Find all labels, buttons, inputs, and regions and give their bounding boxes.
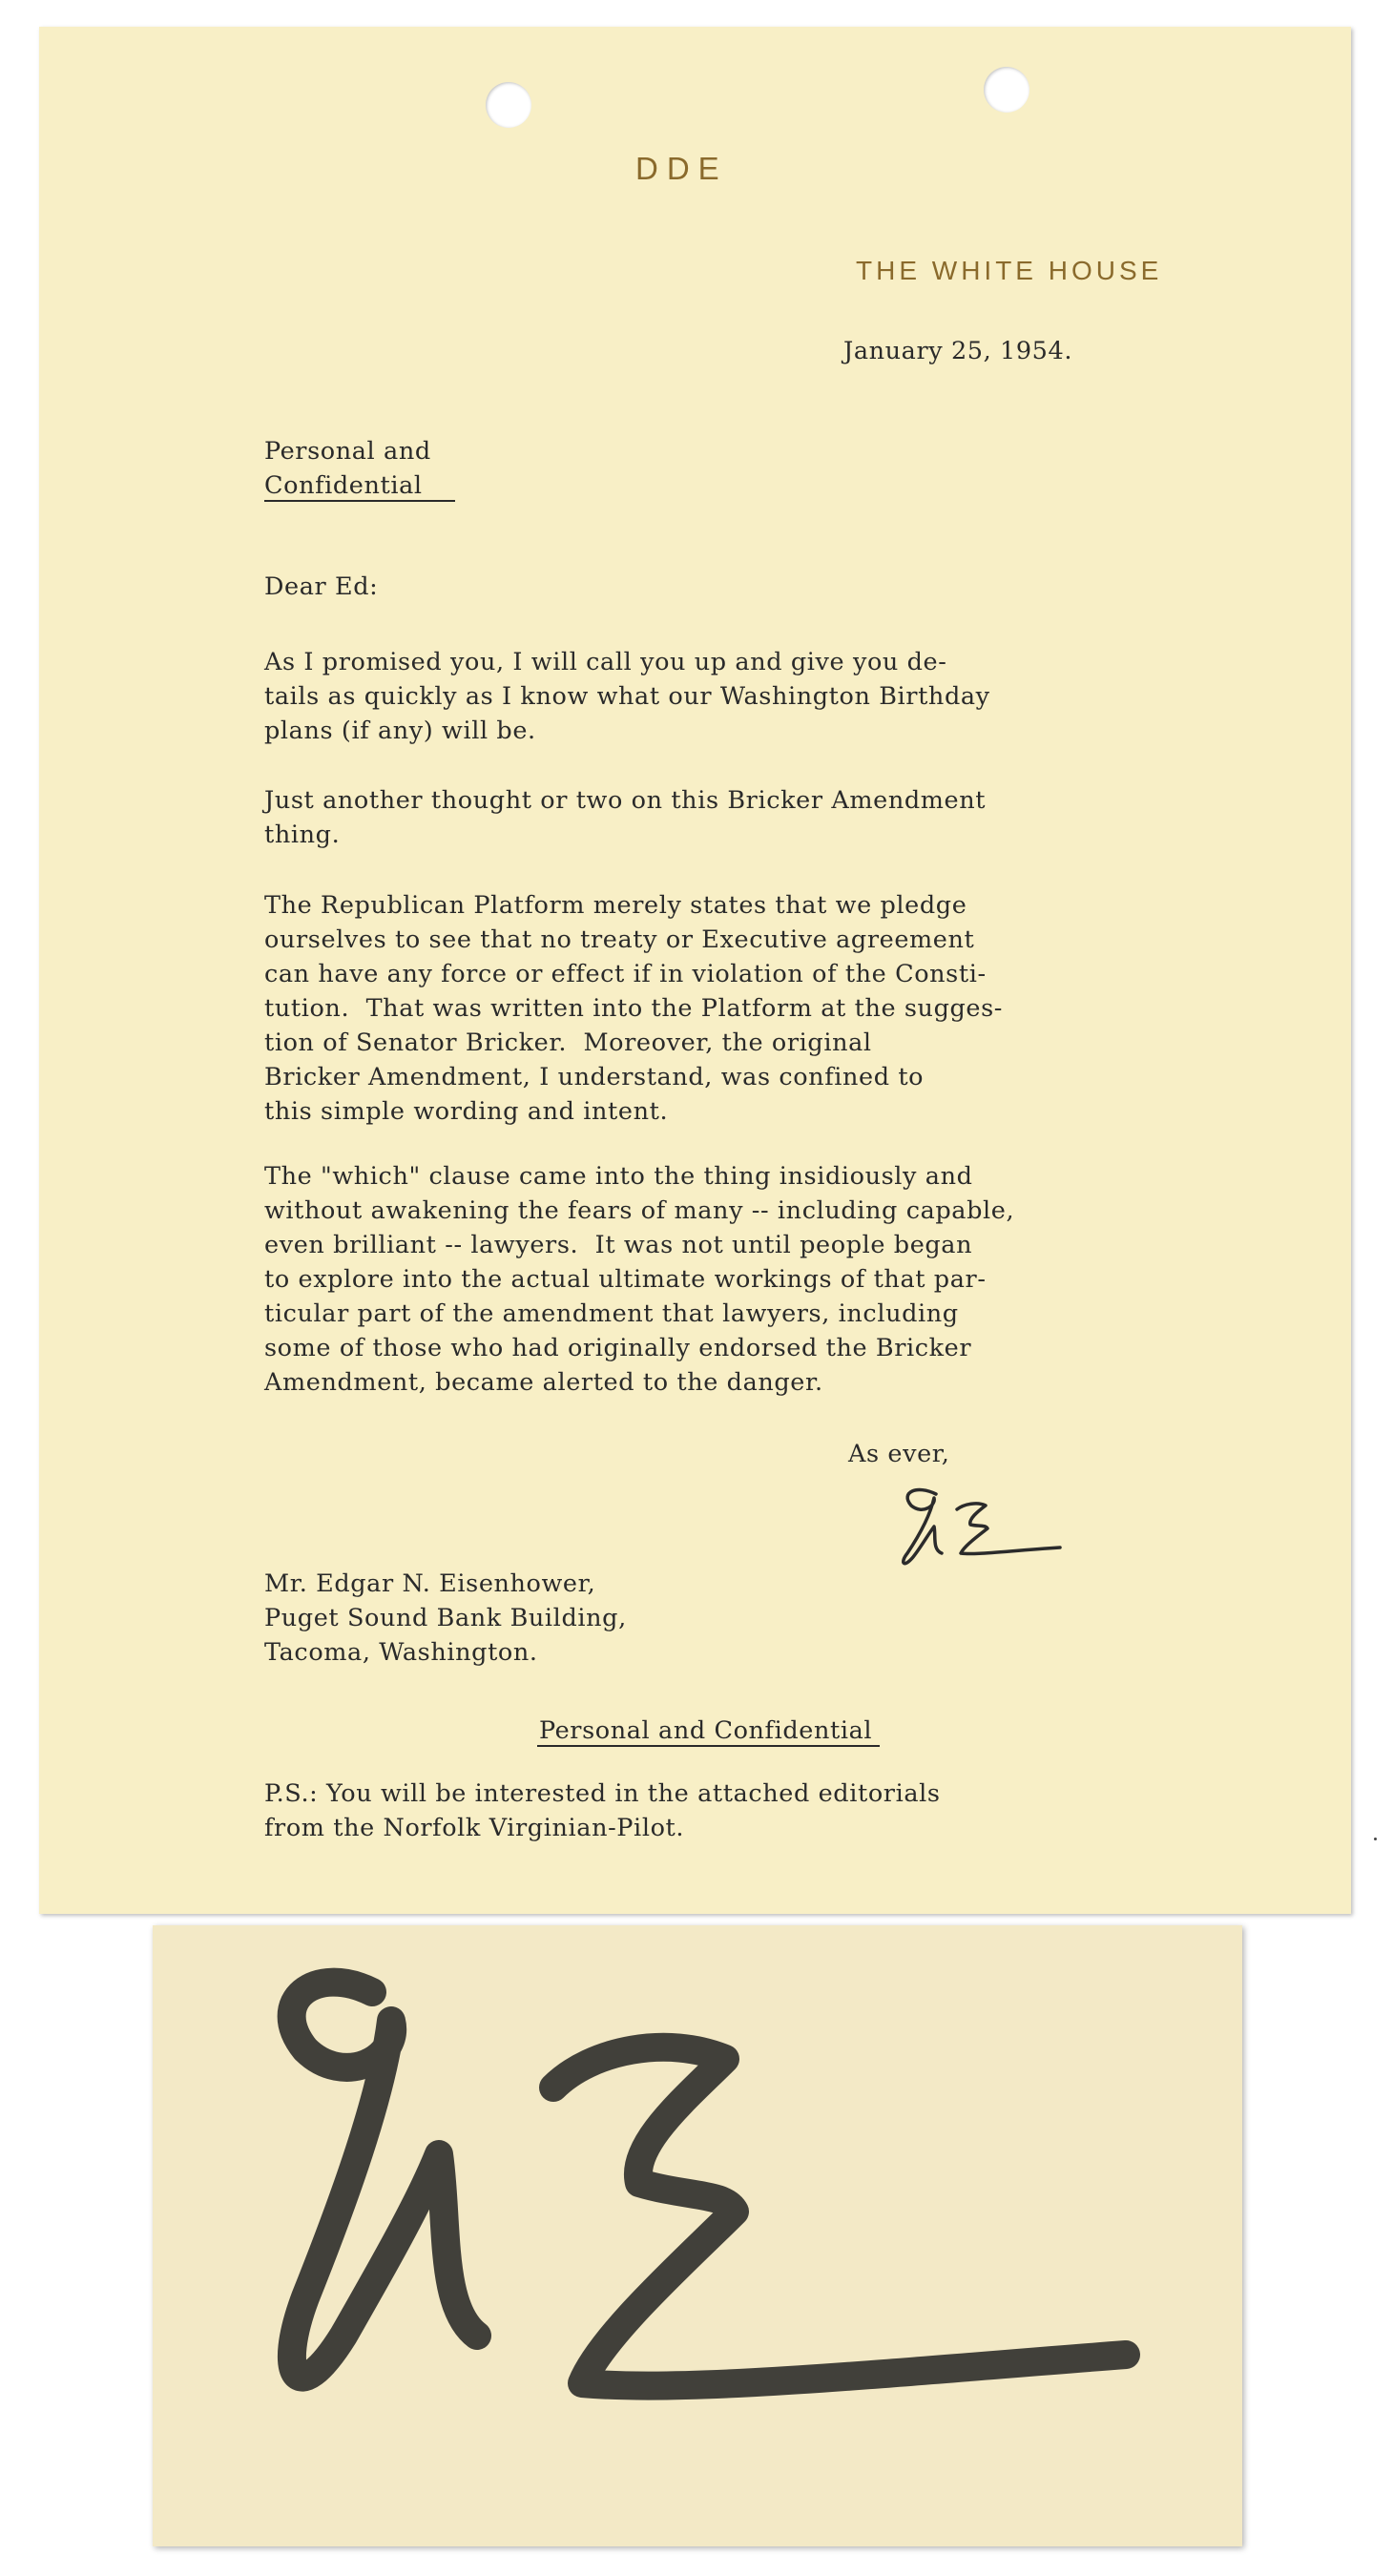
recipient-name: Mr. Edgar N. Eisenhower, — [264, 1569, 596, 1598]
closing: As ever, — [848, 1440, 950, 1468]
confidential-marking-top — [264, 434, 455, 503]
salutation: Dear Ed: — [264, 572, 379, 601]
marking-bottom-text: Personal and Confidential — [537, 1716, 880, 1747]
recipient-city: Tacoma, Washington. — [264, 1638, 538, 1667]
signature-initials — [879, 1477, 1079, 1582]
letterhead-office: THE WHITE HOUSE — [856, 256, 1163, 285]
letter-date: January 25, 1954. — [843, 337, 1073, 365]
marking-line-1: Personal and — [264, 437, 431, 466]
letter-page — [39, 27, 1351, 1914]
recipient-street: Puget Sound Bank Building, — [264, 1604, 627, 1632]
postscript: P.S.: You will be interested in the attached editorials from the Norfolk Virginian-Pilot. — [264, 1779, 941, 1842]
signature-detail-panel — [153, 1925, 1242, 2546]
paragraph-2: Just another thought or two on this Bricker Amendment thing. — [264, 786, 987, 849]
letterhead-monogram: DDE — [635, 151, 728, 186]
marking-line-2: Confidential — [264, 471, 455, 502]
recipient-address — [264, 1567, 627, 1670]
confidential-marking-bottom — [537, 1714, 880, 1748]
paragraph-3: The Republican Platform merely states that we pledge ourselves to see that no treaty or Executive agreement can have any force or effect if in violation of the Consti- tution. That was written into the Platform at the sugges- tion of Senator Bricker. Moreover, the original Bricker Amendment, I understand, was confined to this simple wording and intent. — [264, 891, 1004, 1126]
paragraph-4: The "which" clause came into the thing insidiously and without awakening the fears of many -- including capable, even brilliant -- lawyers. It was not until people began to explore into the actual ultimate workings of that par- ticular part of the amendment that lawyers, including some of those who had originally endorsed the Bricker Amendment, became alerted to the danger. — [264, 1162, 1015, 1397]
punch-hole-right — [984, 67, 1029, 113]
signature-detail-image — [153, 1925, 1242, 2546]
paragraph-1: As I promised you, I will call you up and give you de- tails as quickly as I know what our Washington Birthday plans (if any) will be. — [264, 648, 990, 745]
punch-hole-left — [486, 82, 531, 128]
paper-speck — [1374, 1838, 1377, 1840]
